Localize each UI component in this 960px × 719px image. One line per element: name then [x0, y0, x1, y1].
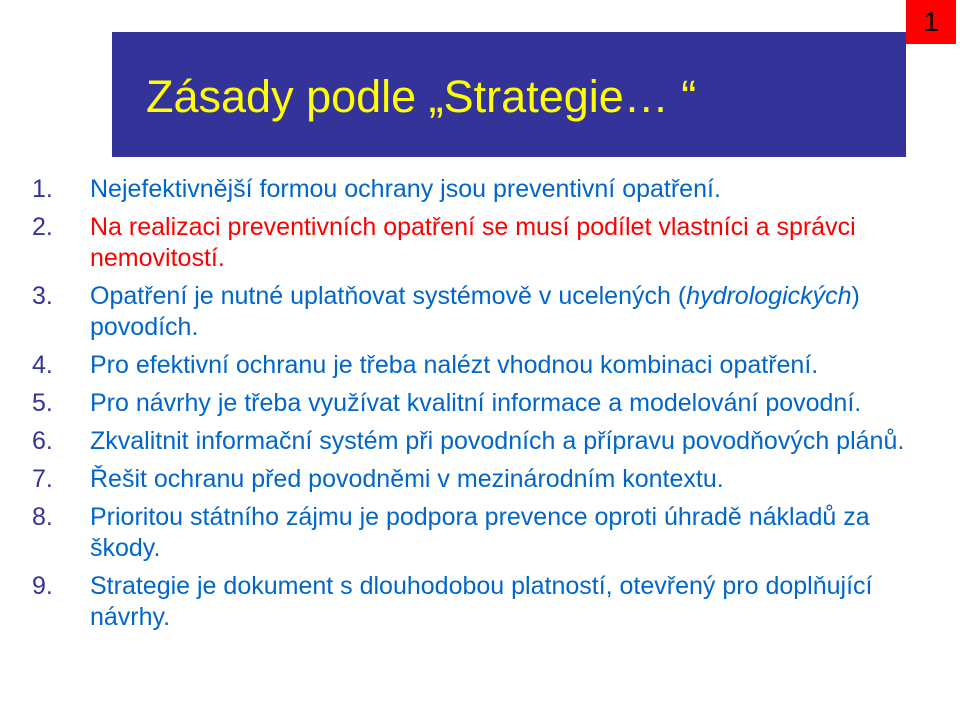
item-number: 3. — [32, 282, 53, 310]
list-item-1 — [32, 174, 912, 205]
list-item-6 — [32, 426, 912, 457]
item-text: Pro efektivní ochranu je třeba nalézt vhodnou kombinaci opatření. — [90, 351, 819, 379]
item-text: Pro návrhy je třeba využívat kvalitní informace a modelování povodní. — [90, 389, 862, 417]
item-number: 6. — [32, 427, 53, 455]
list-item-9 — [32, 571, 912, 633]
list-item-3 — [32, 281, 912, 343]
item-number: 8. — [32, 503, 53, 531]
item-text-before: Opatření je nutné uplatňovat systémově v ucelených ( — [90, 282, 687, 310]
list-item-5 — [32, 388, 912, 419]
page-number-badge: 1 — [906, 0, 956, 44]
item-number: 1. — [32, 175, 53, 203]
item-text-after: ) povodích. — [90, 282, 860, 341]
item-text: Zkvalitnit informační systém při povodních a přípravu povodňových plánů. — [90, 427, 905, 455]
item-number: 9. — [32, 572, 53, 600]
list-item-4 — [32, 350, 912, 381]
item-text: Nejefektivnější formou ochrany jsou preventivní opatření. — [90, 175, 721, 203]
item-text: Prioritou státního zájmu je podpora prevence oproti úhradě nákladů za škody. — [90, 503, 870, 562]
item-text-italic: hydrologických — [686, 282, 852, 310]
item-text: Strategie je dokument s dlouhodobou platností, otevřený pro doplňující návrhy. — [90, 572, 873, 631]
item-text — [90, 282, 860, 341]
list-item-7 — [32, 464, 912, 495]
item-text: Na realizaci preventivních opatření se musí podílet vlastníci a správci nemovitostí. — [90, 213, 856, 272]
item-number: 2. — [32, 213, 53, 241]
list-item-8 — [32, 502, 912, 564]
item-number: 7. — [32, 465, 53, 493]
list-item-2 — [32, 212, 912, 274]
slide-title: Zásady podle „Strategie… “ — [146, 71, 697, 122]
item-number: 4. — [32, 351, 53, 379]
item-number: 5. — [32, 389, 53, 417]
principles-list — [32, 174, 912, 640]
item-text: Řešit ochranu před povodněmi v mezinárodním kontextu. — [90, 465, 724, 493]
